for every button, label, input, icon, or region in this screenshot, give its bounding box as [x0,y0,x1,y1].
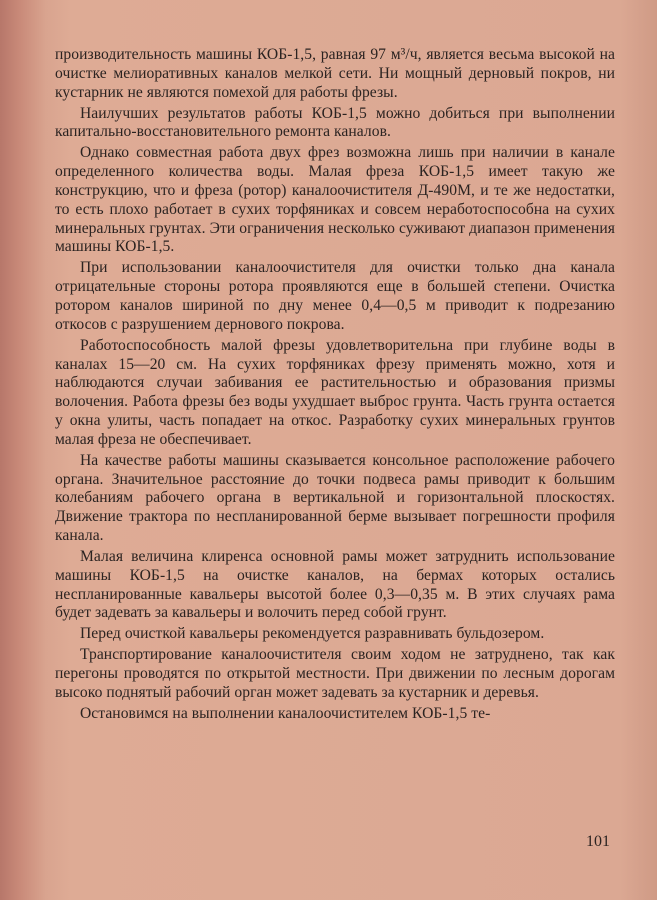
paragraph: Работоспособность малой фрезы удовлетворительна при глубине воды в каналах 15—20 см. На сухих торфяниках фрезу применять можно, хотя и наблюдаются случаи забивания ее растительностью и образования призмы волочения. Работа фрезы без воды ухудшает выброс грунта. Часть грунта остается у окна улиты, часть попадает на откос. Разработку сухих минеральных грунтов малая фреза не обеспечивает. [55,336,615,448]
paragraph: Перед очисткой кавальеры рекомендуется разравнивать бульдозером. [80,625,545,643]
paragraph: Остановимся на выполнении каналоочистителем КОБ-1,5 те- [80,704,491,722]
body-text [55,46,615,726]
paragraph: На качестве работы машины сказывается консольное расположение рабочего органа. Значительное расстояние до точки подвеса рамы приводит к большим колебаниям рабочего органа в вертикальной и горизонтальной плоскостях. Движение трактора по неспланированной берме вызывает погрешности профиля канала. [55,451,615,545]
paragraph: Малая величина клиренса основной рамы может затруднить использование машины КОБ-1,5 на очистке каналов, на бермах которых остались неспланированные кавальеры высотой более 0,3—0,35 м. В этих случаях рама будет задевать за кавальеры и волочить перед собой грунт. [55,547,615,622]
paragraph: Однако совместная работа двух фрез возможна лишь при наличии в канале определенного количества воды. Малая фреза КОБ-1,5 имеет такую же конструкцию, что и фреза (ротор) каналоочистителя Д-490М, и те же недостатки, то есть плохо работает в сухих торфяниках и совсем неработоспособна на сухих минеральных грунтах. Эти ограничения несколько суживают диапазон применения машины КОБ-1,5. [55,144,615,256]
paragraph: Транспортирование каналоочистителя своим ходом не затруднено, так как перегоны проводятся по открытой местности. При движении по лесным дорогам высоко поднятый рабочий орган может задевать за кустарник и деревья. [55,646,615,701]
paragraph: производительность машины КОБ-1,5, равная 97 м³/ч, является весьма высокой на очистке мелиоративных каналов мелкой сети. Ни мощный дерновый покров, ни кустарник не являются помехой для работы фрезы. [55,46,615,101]
paragraph: При использовании каналоочистителя для очистки только дна канала отрицательные стороны ротора проявляются еще в большей степени. Очистка ротором каналов шириной по дну менее 0,4—0,5 м приводит к подрезанию откосов с разрушением дернового покрова. [55,259,615,333]
page-number: 101 [586,833,610,850]
paragraph: Наилучших результатов работы КОБ-1,5 можно добиться при выполнении капитально-восстановительного ремонта каналов. [55,104,615,141]
